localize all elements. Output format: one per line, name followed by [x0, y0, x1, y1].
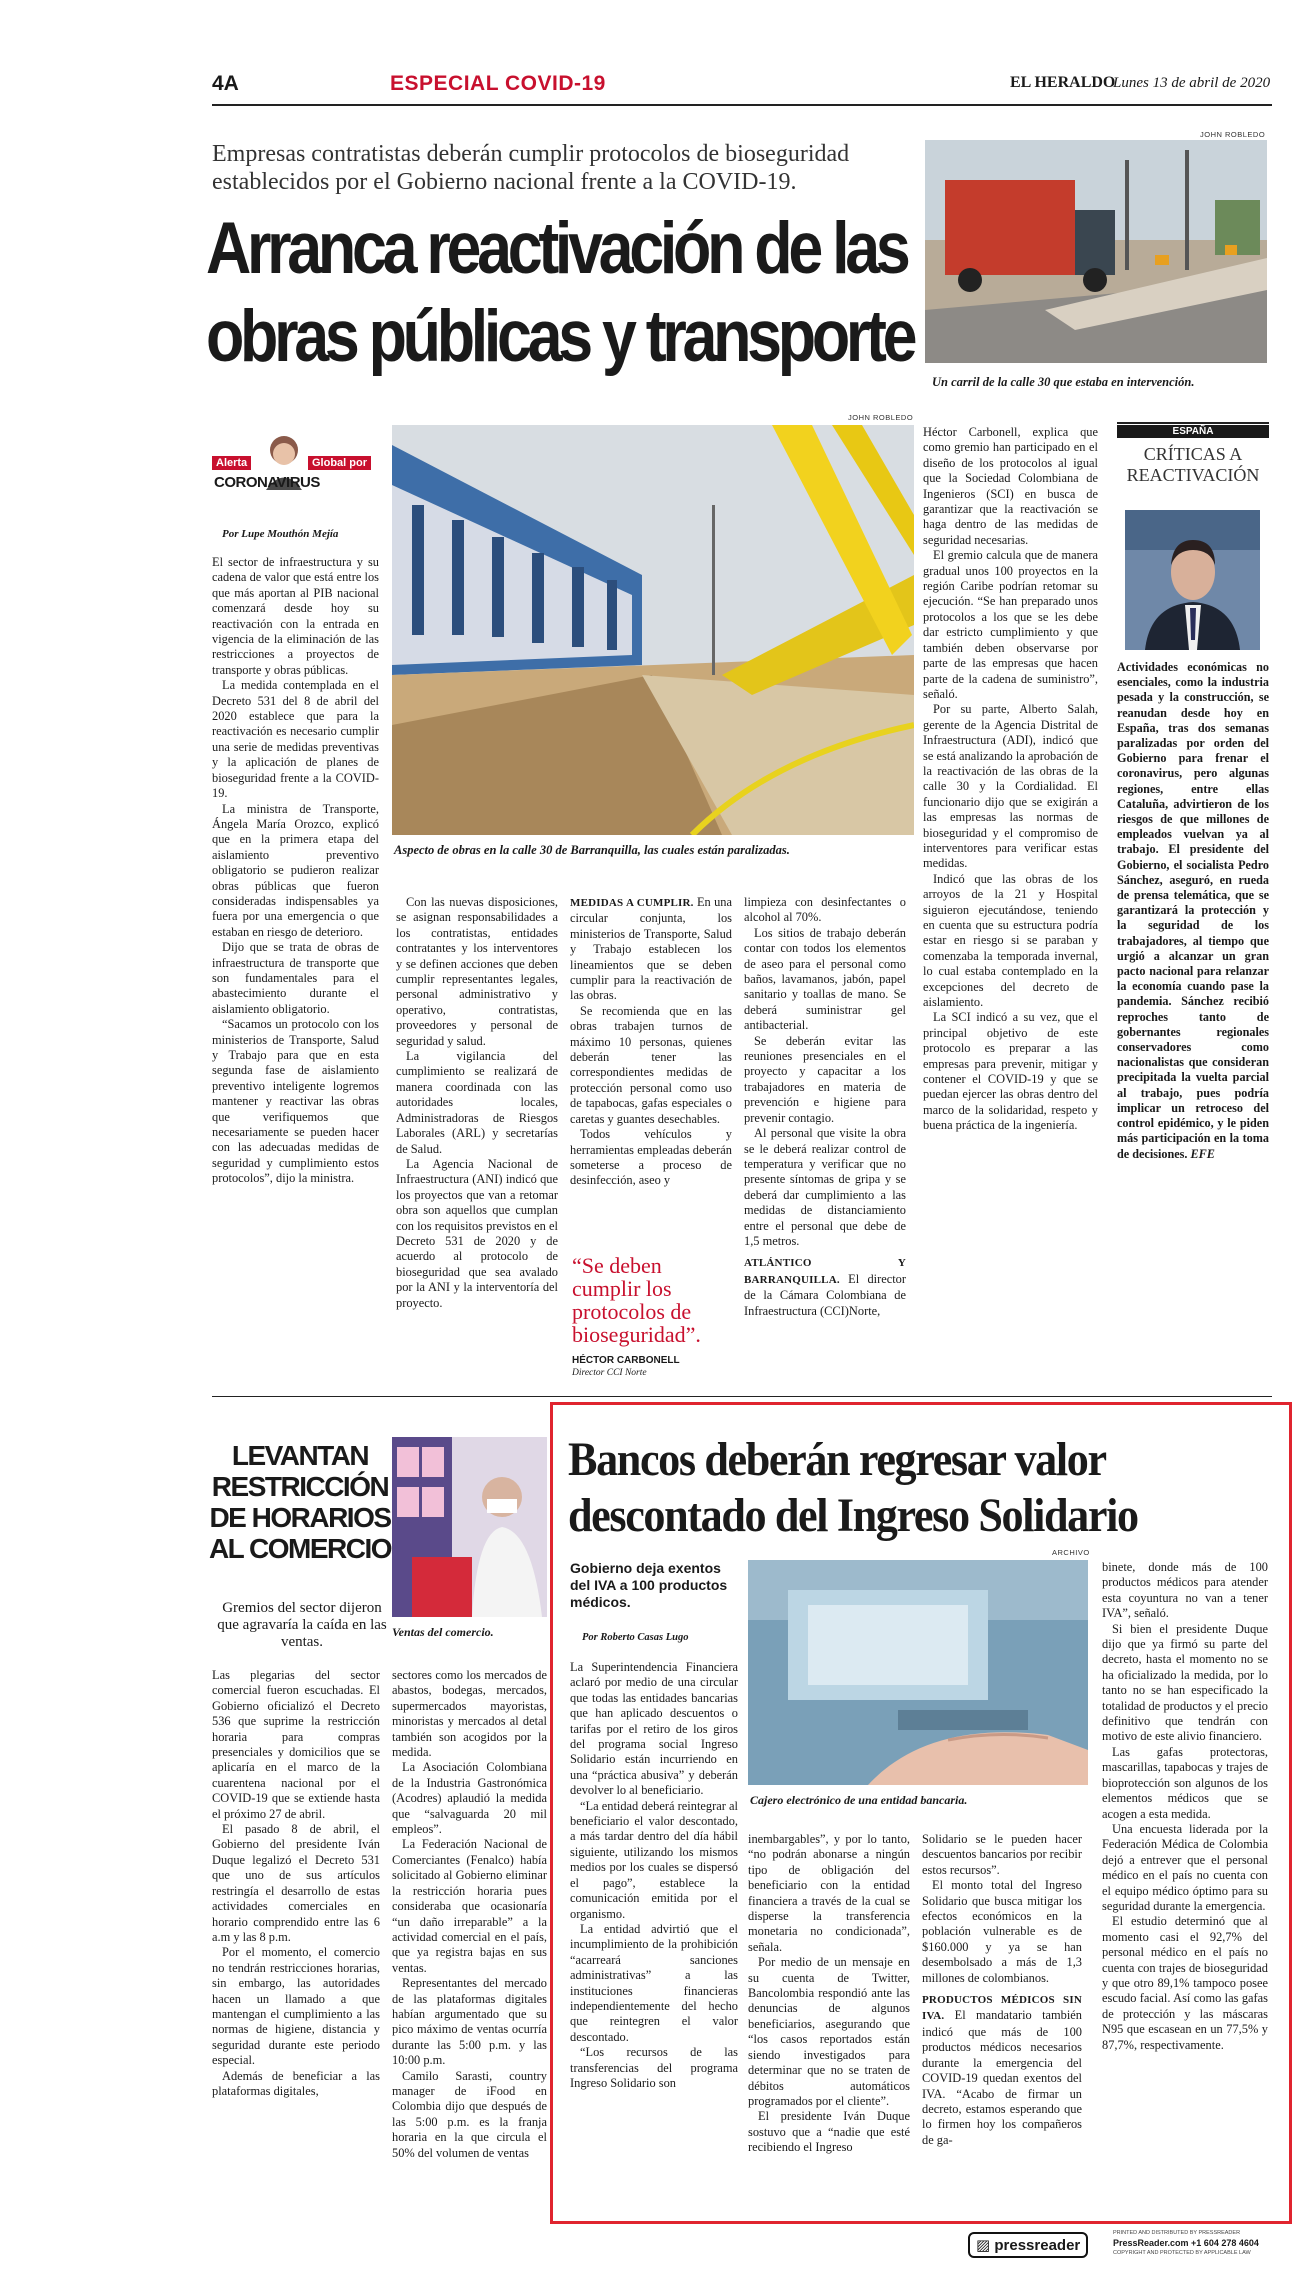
- top-col5-p5: La SCI indicó a su vez, que el principal objetivo de este protocolo es preparar a las empresas para prevenir, mitigar y contener el COVID-19 y que se puedan ejercer las obras dentro del marco de la solidaridad, respeto y buena práctica de la ingeniería.: [923, 1010, 1098, 1133]
- pressreader-footer: [968, 2228, 1268, 2268]
- bank-col3-lead: PRODUCTOS MÉDICOS SIN IVA.: [922, 1994, 1082, 2023]
- badge-alert: Alerta: [212, 456, 251, 470]
- commerce-col1-p2: El pasado 8 de abril, el Gobierno del presidente Iván Duque legalizó el Decreto 531 que uno de sus artículos restringía el desarrollo de estas actividades comerciales en horario comprendido entre las 6 a.m y las 8 p.m.: [212, 1822, 380, 1944]
- pedro-sanchez-photo: [1125, 510, 1260, 650]
- bank-photo-caption: Cajero electrónico de una entidad bancaria.: [750, 1793, 968, 1807]
- bank-col1-p1: La Superintendencia Financiera aclaró por medio de una circular que todas las entidades bancarias que han aplicado descuentos o tarifas por el retiro de los giros del programa social Ingreso Solidario están incurriendo en una “práctica abusiva” y deberán devolver lo al beneficiario.: [570, 1660, 738, 1798]
- bank-col3-tail: El mandatario también indicó que más de 100 productos médicos necesarios durante la emergencia del COVID-19 quedan exentos del IVA. “Acabo de firmar un decreto, estamos esperando que lo firmen hoy los compañeros de ga-: [922, 2008, 1082, 2147]
- coronavirus-badge: [212, 430, 380, 500]
- section-title: ESPECIAL COVID-19: [390, 72, 606, 95]
- bank-col1: [570, 1660, 738, 2091]
- top-col2-p2: La vigilancia del cumplimiento se realizará de manera coordinada con las autoridades locales, Administradoras de Riesgos Laborales (ARL) y secretarías de Salud.: [396, 1049, 558, 1156]
- commerce-photo-caption: Ventas del comercio.: [392, 1625, 494, 1639]
- spain-body: [1117, 660, 1269, 1162]
- page-number: 4A: [212, 72, 239, 95]
- main-photo-credit: JOHN ROBLEDO: [848, 413, 914, 422]
- commerce-col2-p4: Representantes del mercado de las plataformas digitales habían argumentado que su pico máximo de ventas ocurría durante las 5:00 p.m. y las 10:00 p.m.: [392, 1976, 547, 2068]
- badge-global: Global por: [308, 456, 371, 470]
- top-col4-lead: ATLÁNTICO Y BARRANQUILLA.: [744, 1257, 906, 1286]
- bank-col3-p3: [922, 1992, 1082, 2148]
- quote-role: Director CCI Norte: [572, 1368, 647, 1378]
- top-headline: [206, 205, 914, 381]
- section-divider: [212, 1396, 1272, 1397]
- footer-line3: COPYRIGHT AND PROTECTED BY APPLICABLE LAW: [1113, 2250, 1251, 2256]
- top-col4-tail: El director de la Cámara Colombiana de Infraestructura (CCI)Norte,: [744, 1271, 906, 1318]
- bank-col4-p5: El estudio determinó que al momento casi el 92,7% del personal médico en el país no cuenta con trajes de bioseguridad y que otro 89,1% tampoco posee escudo facial. Así como las gafas de protección y las máscaras N95 que escasean en un 77,5% y 87,7%, respectivamente.: [1102, 1914, 1268, 2052]
- commerce-col2: [392, 1668, 547, 2161]
- top-col1-p3: La ministra de Transporte, Ángela María Orozco, explicó que en la primera etapa del aislamiento preventivo obligatorio se pudieron realizar obras públicas que fueron consideradas indispensables ya fuera por una emergencia o que estaban en riesgo de deterioro.: [212, 801, 379, 939]
- top-col4-p1: limpieza con desinfectantes o alcohol al 70%.: [744, 895, 906, 925]
- top-col4: [744, 895, 906, 1319]
- pressreader-icon: ▨: [976, 2237, 991, 2254]
- store-photo-image: [392, 1437, 547, 1617]
- spain-title: [1117, 444, 1269, 486]
- main-photo: [392, 425, 914, 835]
- top-col4-p4: Al personal que visite la obra se le deberá realizar control de temperatura y verificar que no presente síntomas de gripa y se deberá dar cumplimiento a las medidas de distanciamiento entre el personal que debe de 1,5 metros.: [744, 1126, 906, 1248]
- commerce-col1-p4: Además de beneficiar a las plataformas digitales,: [212, 2068, 380, 2098]
- side-photo-caption: Un carril de la calle 30 que estaba en intervención.: [932, 375, 1195, 389]
- top-col3-p3: Todos vehículos y herramientas empleadas deberán someterse a proceso de desinfección, aseo y: [570, 1127, 732, 1188]
- top-col5-p4: Indicó que las obras de los arroyos de la 21 y Hospital siguieron ejecutándose, teniendo en cuenta que su estructura podría estar en riesgo si se paraban y comenzaba la temporada invernal, lo cual estaba contemplado en la excepciones del decreto de aislamiento.: [923, 871, 1098, 1010]
- pull-quote: “Se deben cumplir los protocolos de bioseguridad”.: [572, 1253, 701, 1347]
- spain-title-line1: CRÍTICAS A: [1143, 444, 1243, 464]
- main-photo-caption: Aspecto de obras en la calle 30 de Barranquilla, las cuales están paralizadas.: [394, 843, 790, 857]
- top-byline: Por Lupe Mouthón Mejía: [222, 528, 339, 540]
- bank-photo: [748, 1560, 1088, 1785]
- bank-col1-p3: La entidad advirtió que el incumplimiento de la prohibición “acarreará sanciones administrativas” a las instituciones financieras independientemente del hecho que reintegren el valor descontado.: [570, 1921, 738, 2044]
- top-col1: [212, 555, 379, 1187]
- commerce-col2-p1: sectores como los mercados de abastos, bodegas, mercados, supermercados mayoristas, minoristas y mercados al detal también son acogidos por la medida.: [392, 1668, 547, 1760]
- top-col4-p5: [744, 1255, 906, 1319]
- top-col4-p3: Se deberán evitar las reuniones presenciales en el proyecto y capacitar a los trabajadores en materia de prevención e higiene para prevenir contagio.: [744, 1033, 906, 1125]
- top-col2-p1: Con las nuevas disposiciones, se asignan responsabilidades a los contratistas, entidades contratantes y los interventores y se definen acciones que deben cumplir representantes legales, personal administrativo y operativo, contratistas, proveedores y personal de seguridad y salud.: [396, 895, 558, 1048]
- top-headline-line1: Arranca reactivación de las: [206, 208, 907, 289]
- commerce-col2-p5: Camilo Sarasti, country manager de iFood en Colombia dijo que después de las 5:00 p.m. es la franja horaria en la que circula el 50% del volumen de ventas: [392, 2068, 547, 2160]
- top-col2: [396, 895, 558, 1311]
- bank-col4: [1102, 1560, 1268, 2053]
- bank-col1-p4: “Los recursos de las transferencias del programa Ingreso Solidario son: [570, 2045, 738, 2090]
- top-col5: [923, 425, 1098, 1134]
- bank-deck: Gobierno deja exentos del IVA a 100 productos médicos.: [570, 1560, 728, 1610]
- top-col4-p2: Los sitios de trabajo deberán contar con todos los elementos de aseo para el personal como baños, lavamanos, jabón, papel sanitario y toallas de mano. Se deberá suministrar gel antibacterial.: [744, 925, 906, 1033]
- atm-photo-image: [748, 1560, 1088, 1785]
- spain-signature: EFE: [1190, 1146, 1215, 1161]
- spain-box: [1117, 422, 1269, 1382]
- commerce-col1: [212, 1668, 380, 2099]
- bank-col3-p2: El monto total del Ingreso Solidario que busca mitigar los efectos económicos en la población vulnerable es de $160.000 y ya se han desembolsado a más de 1,3 millones de colombianos.: [922, 1878, 1082, 1985]
- top-col3: [570, 895, 732, 1189]
- spain-portrait: [1125, 510, 1260, 650]
- commerce-col2-p2: La Asociación Colombiana de la Industria Gastronómica (Acodres) aplaudió la medida que “salvaguarda 20 mil empleos”.: [392, 1760, 547, 1837]
- commerce-deck: Gremios del sector dijeron que agravaría la caída en las ventas.: [217, 1600, 387, 1650]
- bank-headline-line2: descontado del Ingreso Solidario: [568, 1489, 1138, 1542]
- bank-col3-p1: Solidario se le pueden hacer descuentos bancarios por recibir estos recursos”.: [922, 1832, 1082, 1877]
- spain-title-line2: REACTIVACIÓN: [1126, 465, 1260, 485]
- commerce-headline: LEVANTAN RESTRICCIÓN DE HORARIOS AL COMERCIO: [208, 1440, 392, 1564]
- issue-date: Lunes 13 de abril de 2020: [1113, 75, 1271, 91]
- construction-photo-image: [392, 425, 914, 835]
- top-col3-p1-text: En una circular conjunta, los ministerios de Transporte, Salud y Trabajo establecen los lineamientos que se deben cumplir para la reactivación de las obras.: [570, 895, 732, 1003]
- bank-col2-p2: Por medio de un mensaje en su cuenta de Twitter, Bancolombia respondió ante las denuncias de algunos beneficiarios, asegurando que “los casos reportados están siendo investigados para determinar que no se traten de débitos automáticos programados por el cliente”.: [748, 1955, 910, 2108]
- bank-col2: [748, 1832, 910, 2156]
- commerce-col2-p3: La Federación Nacional de Comerciantes (Fenalco) había solicitado al Gobierno eliminar la restricción horaria pues consideraba que ocasionaría “un daño irreparable” a la actividad comercial en el país, que ya registra bajas en sus ventas.: [392, 1837, 547, 1975]
- bank-col4-p3: Las gafas protectoras, mascarillas, tapabocas y trajes de bioprotección son algunos de los elementos médicos que se acogen a esta medida.: [1102, 1744, 1268, 1821]
- top-col2-p3: La Agencia Nacional de Infraestructura (ANI) indicó que los proyectos que van a retomar obra son aquellos que cumplan con los requisitos previstos en el Decreto 531 de 2020 y de acuerdo al protocolo de bioseguridad que sea avalado por la ANI y la interventoría del proyecto.: [396, 1156, 558, 1310]
- top-col3-p2: Se recomienda que en las obras trabajen turnos de máximo 10 personas, quienes deberán tener las correspondientes medidas de protección personal como uso de tapabocas, gafas especiales o caretas y guantes desechables.: [570, 1003, 732, 1126]
- bank-col3: [922, 1832, 1082, 2148]
- bank-photo-credit: ARCHIVO: [1052, 1548, 1090, 1557]
- bank-headline: [568, 1432, 1230, 1544]
- bank-byline: Por Roberto Casas Lugo: [582, 1632, 689, 1643]
- top-col5-p1: Héctor Carbonell, explica que como gremio han participado en el diseño de los protocolos al igual que la Sociedad Colombiana de Ingenieros (SCI) en busca de garantizar que la reactivación se haga dentro de las medidas de seguridad necesarias.: [923, 425, 1098, 547]
- spain-body-text: Actividades económicas no esenciales, como la industria pesada y la construcción, se reanudan desde hoy en España, tras dos semanas paralizadas por orden del Gobierno para frenar el coronavirus, pero algunas regiones, entre ellas Cataluña, advirtieron de los riesgos de que millones de empleados vuelvan ya al trabajo. El presidente del Gobierno, el socialista Pedro Sánchez, aseguró, en rueda de prensa telemática, que se garantizará la protección y la seguridad de los trabajadores, al tiempo que urgió a alcanzar un gran pacto nacional para relanzar la economía cuando pase la pandemia. Sánchez recibió reproches tanto de gobernantes regionales conservadores como nacionalistas que consideran precipitada la vuelta parcial al trabajo, pues podría implicar un retroceso del control epidémico, y le piden más participación en la toma de decisiones.: [1117, 660, 1269, 1161]
- bank-col4-p1: binete, donde más de 100 productos médicos para atender esta coyuntura no van a tener IVA”, señaló.: [1102, 1560, 1268, 1621]
- bank-col2-p3: El presidente Iván Duque sostuvo que a “nadie que esté recibiendo el Ingreso: [748, 2109, 910, 2155]
- top-col3-lead: MEDIDAS A CUMPLIR.: [570, 897, 694, 909]
- quote-author: HÉCTOR CARBONELL: [572, 1355, 680, 1366]
- commerce-photo: [392, 1437, 547, 1617]
- top-col5-p2: El gremio calcula que de manera gradual unos 100 proyectos en la región Caribe podrían retomar su ejecución. “Se han preparado unos protocolos a los que se les debe dar estricto cumplimiento y que también deben observarse por parte de las empresas que hacen parte de la cadena de suministro”, señaló.: [923, 548, 1098, 701]
- side-photo-credit: JOHN ROBLEDO: [1200, 130, 1266, 139]
- top-col1-p1: El sector de infraestructura y su cadena de valor que está entre los que más aportan al PIB nacional comenzará desde hoy su reactivación con la entrada en vigencia de la eliminación de las restricciones a proyectos de transporte y obras públicas.: [212, 555, 379, 677]
- badge-coronavirus: CORONAVIRUS: [214, 474, 320, 491]
- bank-headline-line1: Bancos deberán regresar valor: [568, 1433, 1106, 1486]
- pressreader-brand: pressreader: [994, 2237, 1081, 2254]
- top-col5-p3: Por su parte, Alberto Salah, gerente de la Agencia Distrital de Infraestructura (ADI), indicó que se está analizando la aprobación de la reactivación de las obras de la calle 30 y la Cordialidad. El funcionario dijo que se exigirán a las empresas las normas de bioseguridad y el compromiso de interventores para verificar estas medidas.: [923, 702, 1098, 871]
- side-photo: [925, 140, 1267, 363]
- top-col1-p4: Dijo que se trata de obras de infraestructura de transporte que son fundamentales para el abastecimiento durante el aislamiento obligatorio.: [212, 940, 379, 1016]
- footer-line1: PRINTED AND DISTRIBUTED BY PRESSREADER: [1113, 2230, 1241, 2236]
- top-col3-p1: [570, 895, 732, 1004]
- newspaper-name: EL HERALDO: [1010, 74, 1116, 91]
- footer-line2: PressReader.com +1 604 278 4604: [1113, 2238, 1259, 2248]
- pressreader-logo: [968, 2232, 1088, 2258]
- bank-col1-p2: “La entidad deberá reintegrar al beneficiario el valor descontado, a más tardar dentro del día hábil siguiente, utilizando los mismos medios por los cuales se dispersó el pago”, establece la comunicación emitida por el organismo.: [570, 1798, 738, 1921]
- spain-tag: ESPAÑA: [1117, 425, 1269, 438]
- spain-box-top-rule: [1117, 422, 1269, 424]
- commerce-col1-p1: Las plegarias del sector comercial fueron escuchadas. El Gobierno oficializó el Decreto 536 que suprime la restricción horaria para compras presenciales y domicilios que se aplicaría en el marco de la cuarentena nacional por el COVID-19 que se extiende hasta el próximo 27 de abril.: [212, 1668, 380, 1821]
- bank-col4-p2: Si bien el presidente Duque dijo que ya firmó su parte del decreto, hasta el momento no se ha oficializado la medida, por lo tanto no se han especificado la totalidad de productos y el precio definitivo que tendrán con motivo de este alivio financiero.: [1102, 1621, 1268, 1744]
- masthead-rule: [212, 104, 1272, 106]
- bank-col4-p4: Una encuesta liderada por la Federación Médica de Colombia dejó a entrever que el personal médico en el país no cuenta con el equipo médico óptimo para su seguridad durante la emergencia.: [1102, 1821, 1268, 1913]
- top-kicker: Empresas contratistas deberán cumplir protocolos de bioseguridad establecidos por el Gobierno nacional frente a la COVID-19.: [212, 141, 850, 195]
- top-col1-p2: La medida contemplada en el Decreto 531 del 8 de abril del 2020 establece que para la reactivación es necesario cumplir una serie de medidas preventivas y la aplicación de planes de bioseguridad frente a la COVID-19.: [212, 678, 379, 801]
- top-col1-p5: “Sacamos un protocolo con los ministerios de Transporte, Salud y Trabajo para que en esta segunda fase de aislamiento preventivo inteligente logremos mantener y reactivar las obras que verifiquemos que necesariamente se pueden hacer con las adecuadas medidas de seguridad y cumplimiento estos protocolos”, dijo la ministra.: [212, 1017, 379, 1186]
- commerce-col1-p3: Por el momento, el comercio no tendrán restricciones horarias, sin embargo, las autoridades hacen un llamado a que mantengan el cumplimiento a las normas de higiene, distancia y seguridad durante este periodo especial.: [212, 1945, 380, 2068]
- street-photo-image: [925, 140, 1267, 363]
- bank-col2-p1: inembargables”, y por lo tanto, “no podrán abonarse a ningún tipo de obligación del beneficiario con la entidad financiera a través de la cual se disperse la transferencia monetaria no condicionada”, señala.: [748, 1832, 910, 1954]
- top-headline-line2: obras públicas y transporte: [206, 296, 914, 377]
